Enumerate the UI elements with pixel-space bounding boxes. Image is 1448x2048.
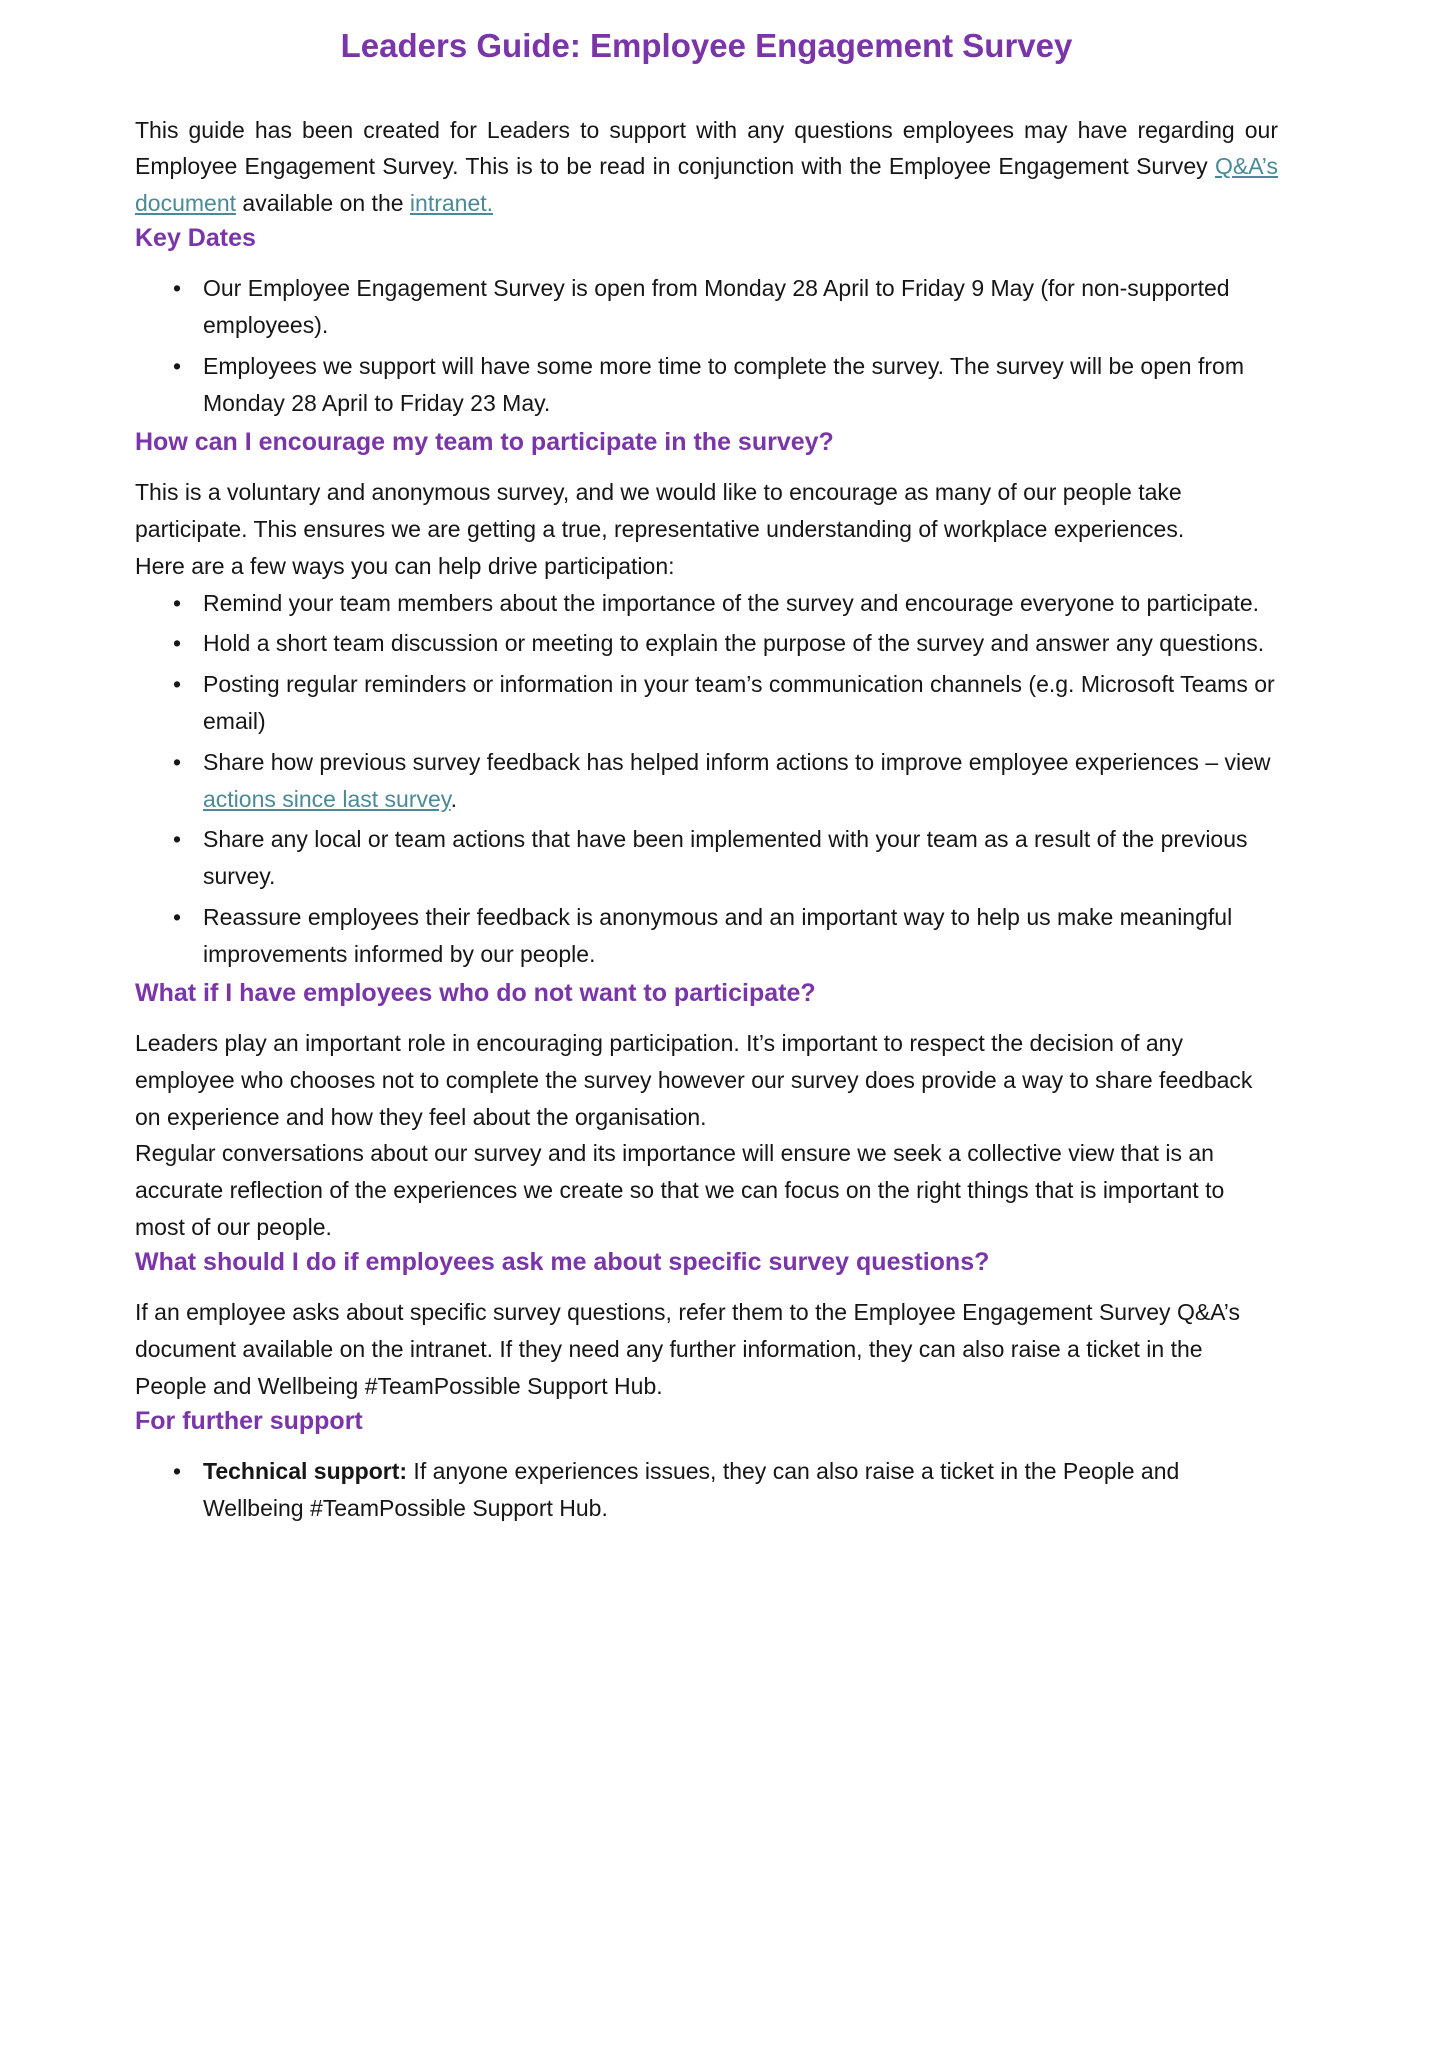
bullet-bold-lead: Technical support: (203, 1458, 408, 1485)
actions-since-last-survey-link[interactable]: actions since last survey (203, 785, 451, 812)
bullet-text: . (450, 785, 457, 812)
drive-participation-intro: Here are a few ways you can help drive participation: (135, 552, 675, 579)
encourage-heading: How can I encourage my team to participate in the survey? (135, 427, 834, 456)
intro-text: available on the (236, 190, 410, 217)
not-participate-heading: What if I have employees who do not want to participate? (135, 978, 816, 1007)
further-support-list (135, 1453, 1278, 1527)
intro-paragraph (135, 112, 1278, 222)
intranet-link[interactable]: intranet. (409, 190, 494, 217)
specific-questions-heading: What should I do if employees ask me about specific survey questions? (135, 1247, 990, 1276)
key-dates-heading: Key Dates (135, 223, 256, 252)
list-item: • Posting regular reminders or information in your team’s communication channels (e.g. Microsoft Teams or email) (135, 666, 1278, 740)
list-item (135, 744, 1278, 818)
list-item: • Employees we support will have some more time to complete the survey. The survey will be open from Monday 28 April to Friday 23 May. (135, 348, 1278, 422)
qa-document-link[interactable]: Q&A’s document (135, 153, 1278, 217)
specific-questions-paragraph: If an employee asks about specific survey questions, refer them to the Employee Engagement Survey Q&A’s document available on the intranet. If they need any further information, they can also raise a ticket in the People and Wellbeing #TeamPossible Support Hub. (135, 1299, 1240, 1399)
not-participate-paragraph-2: Regular conversations about our survey and its importance will ensure we seek a collective view that is an accurate reflection of the experiences we create so that we can focus on the right things that is important to most of our people. (135, 1140, 1225, 1241)
not-participate-paragraph-1: Leaders play an important role in encouraging participation. It’s important to respect the decision of any employee who chooses not to complete the survey however our survey does provide a way to share feedback on experience and how they feel about the organisation. (135, 1030, 1253, 1130)
list-item: • Reassure employees their feedback is anonymous and an important way to help us make meaningful improvements informed by our people. (135, 899, 1278, 973)
intro-text: This guide has been created for Leaders to support with any questions employees may have regarding our Employee Engagement Survey. This is to be read in conjunction with the Employee Engagement Survey (135, 116, 1278, 180)
list-item: • Share any local or team actions that have been implemented with your team as a result of the previous survey. (135, 821, 1278, 895)
encourage-paragraph: This is a voluntary and anonymous survey, and we would like to encourage as many of our people take participate. This ensures we are getting a true, representative understanding of workplace experiences. (135, 479, 1185, 542)
bullet-text: Share how previous survey feedback has helped inform actions to improve employee experiences – view (203, 748, 1271, 775)
list-item (135, 1453, 1278, 1527)
list-item: • Hold a short team discussion or meeting to explain the purpose of the survey and answer any questions. (135, 625, 1278, 662)
page-title: Leaders Guide: Employee Engagement Survey (340, 27, 1073, 64)
participation-tips-list (135, 585, 1278, 973)
list-item: • Remind your team members about the importance of the survey and encourage everyone to participate. (135, 585, 1278, 622)
list-item: • Our Employee Engagement Survey is open from Monday 28 April to Friday 9 May (for non-supported employees). (135, 270, 1278, 344)
further-support-heading: For further support (135, 1406, 363, 1435)
bullet-text: If anyone experiences issues, they can also raise a ticket in the People and Wellbeing #TeamPossible Support Hub. (203, 1458, 1180, 1521)
key-dates-list (135, 270, 1278, 421)
